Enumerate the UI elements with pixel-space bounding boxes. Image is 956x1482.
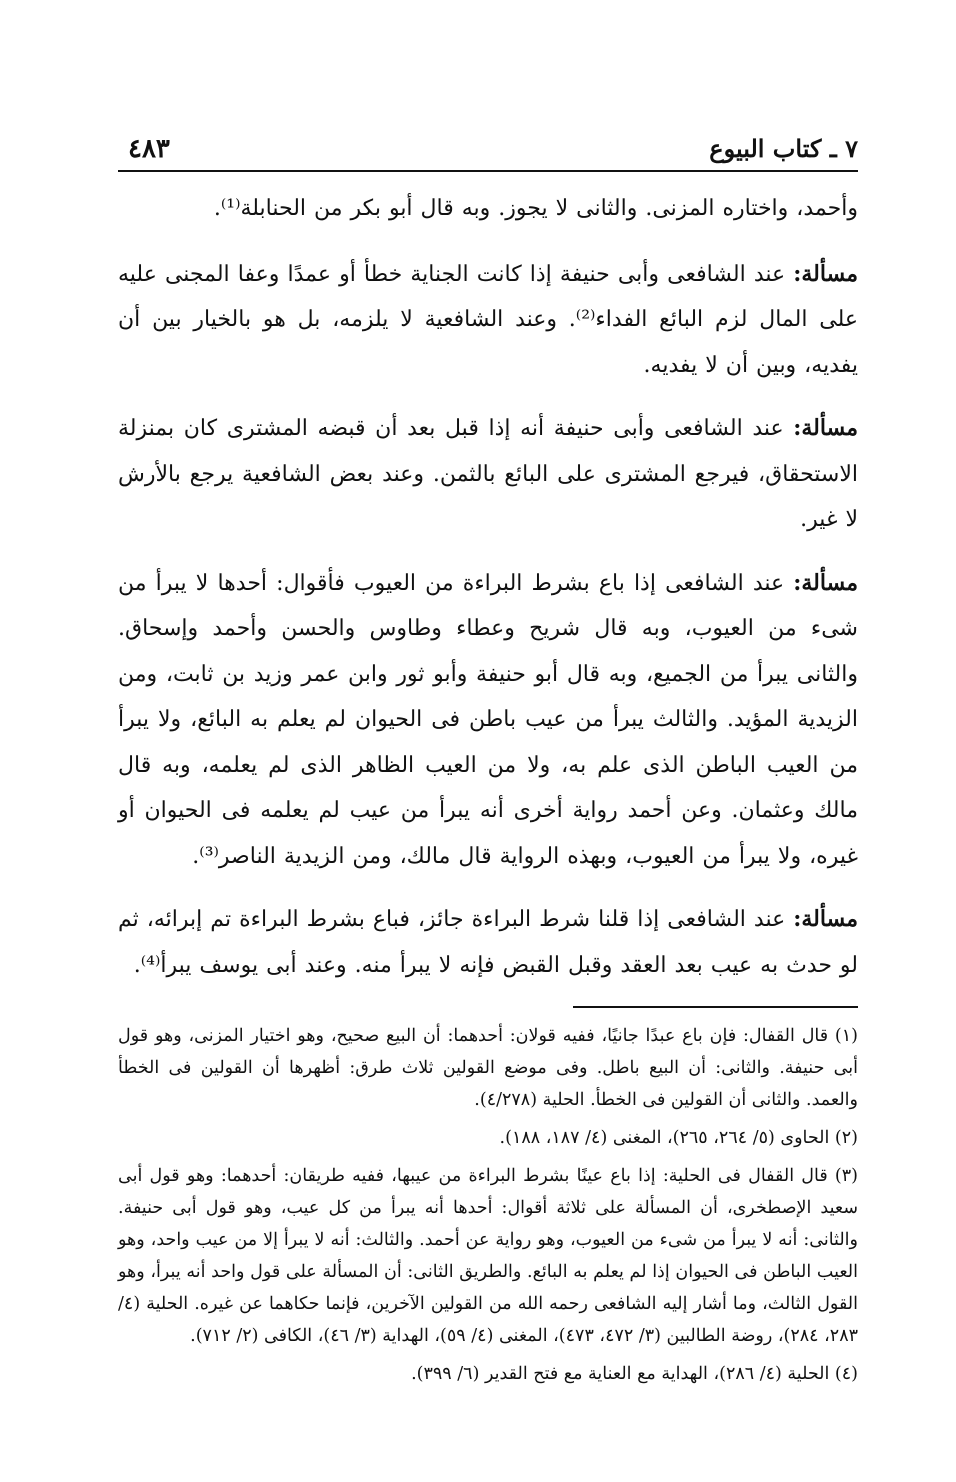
paragraph-continuation: وأحمد، واختاره المزنى. والثانى لا يجوز. وبه قال أبو بكر من الحنابلة⁽¹⁾. <box>213 196 858 221</box>
footnote-divider <box>573 1006 858 1008</box>
running-header <box>118 120 858 172</box>
footnotes <box>118 1020 858 1390</box>
masala-text: عند الشافعى وأبى حنيفة أنه إذا قبل بعد أن قبضه المشترى كان بمنزلة الاستحقاق، فيرجع المشترى على البائع بالثمن. وعند بعض الشافعية يرجع بالأرش لا غير. <box>118 416 858 532</box>
masala-heading: مسألة: <box>793 260 858 287</box>
masala-heading: مسألة: <box>793 415 858 441</box>
masala-paragraph-3 <box>118 561 858 880</box>
footnote-1: (١) قال القفال: فإن باع عبدًا جانيًا، ففيه قولان: أحدهما: أن البيع صحيح، وهو اختيار المزنى، وهو قول أبى حنيفة. والثانى: أن البيع باطل. وفى موضع القولين ثلاث طرق: أظهرها أن القولين فى الخطأ والعمد. والثانى أن القولين فى الخطأ. الحلية (٤/٢٧٨). <box>118 1026 858 1110</box>
footnote-3: (٣) قال القفال فى الحلية: إذا باع عينًا بشرط البراءة من عيبها، ففيه طريقان: أحدهما: وهو قول أبى سعيد الإصطخرى، أن المسألة على ثلاثة أقوال: أحدها أنه يبرأ من كل عيب، وهو قول أبى حنيفة. والثانى: أنه لا يبرأ من شىء من العيوب، وهو رواية عن أحمد. والثالث: أنه لا يبرأ إلا من عيب واحد، وهو العيب الباطن فى الحيوان إذا لم يعلم به البائع. والطريق الثانى: أن المسألة على قول واحد أنه يبرأ، وهو القول الثالث، وما أشار إليه الشافعى رحمه الله من القولين الآخرين، فإنما حكاهما عن غيره. الحلية (٤/ ٢٨٣، ٢٨٤)، روضة الطالبين (٣/ ٤٧٢، ٤٧٣)، المغنى (٤/ ٥٩)، الهداية (٣/ ٤٦)، الكافى (٢/ ٧١٢). <box>118 1166 858 1346</box>
footnote-2: (٢) الحاوى (٥/ ٢٦٤، ٢٦٥)، المغنى (٤/ ١٨٧، ١٨٨). <box>499 1128 858 1148</box>
masala-text: عند الشافعى إذا باع بشرط البراءة من العيوب فأقوال: أحدها لا يبرأ من شىء من العيوب، وبه قال شريح وعطاء وطاوس والحسن وأحمد وإسحاق. والثانى يبرأ من الجميع، وبه قال أبو حنيفة وأبو ثور وابن عمر وزيد بن ثابت، ومن الزيدية المؤيد. والثالث يبرأ من عيب باطن فى الحيوان لم يعلم به البائع، ولا يبرأ من العيب الباطن الذى علم به، ولا من العيب الظاهر الذى لم يعلمه، وبه قال مالك وعثمان. وعن أحمد رواية أخرى أنه يبرأ من عيب لم يعلمه فى الحيوان أو غيره، ولا يبرأ من العيوب، وبهذه الرواية قال مالك، ومن الزيدية الناصر⁽³⁾. <box>118 570 858 869</box>
page-number: ٤٨٣ <box>128 134 170 164</box>
masala-heading: مسألة: <box>793 569 858 596</box>
masala-paragraph-4 <box>118 897 858 988</box>
masala-text: عند الشافعى وأبى حنيفة إذا كانت الجناية خطأ أو عمدًا وعفا المجنى عليه على المال لزم البائع الفداء⁽²⁾. وعند الشافعية لا يلزمه، بل هو بالخيار بين أن يفديه، وبين أن لا يفديه. <box>118 261 858 378</box>
footnote-4: (٤) الحلية (٤/ ٢٨٦)، الهداية مع العناية مع فتح القدير (٦/ ٣٩٩). <box>411 1364 858 1384</box>
masala-text: عند الشافعى إذا قلنا شرط البراءة جائز، فباع بشرط البراءة تم إبرائه، ثم لو حدث به عيب بعد العقد وقبل القبض فإنه لا يبرأ منه. وعند أبى يوسف يبرأ⁽⁴⁾. <box>118 907 858 978</box>
masala-paragraph-1 <box>118 252 858 389</box>
masala-paragraph-2 <box>118 406 858 543</box>
book-page <box>118 120 858 1396</box>
main-text <box>118 186 858 988</box>
masala-heading: مسألة: <box>793 906 858 932</box>
chapter-title: ٧ ـ كتاب البيوع <box>709 134 858 163</box>
